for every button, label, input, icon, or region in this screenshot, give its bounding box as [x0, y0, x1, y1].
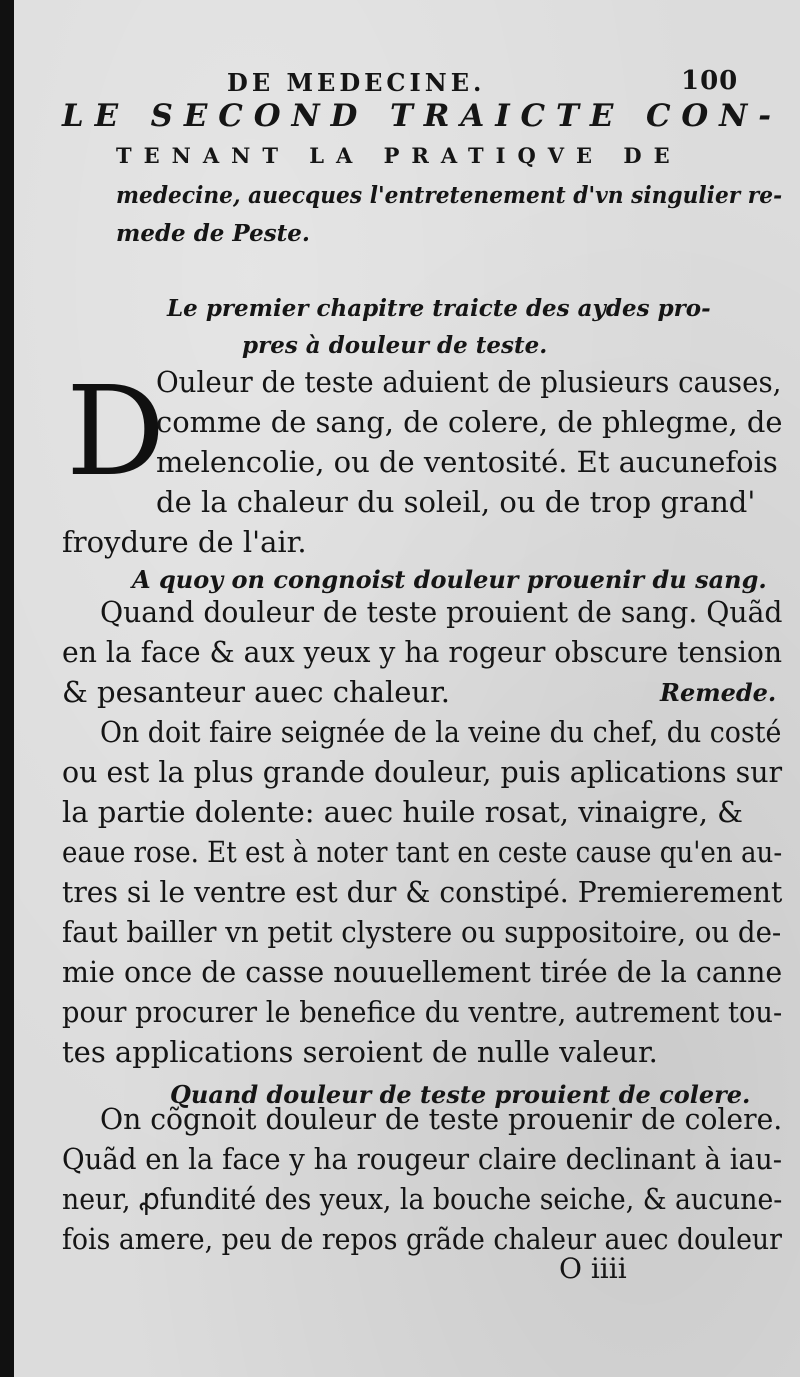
treatise-title-line-1: LE SECOND TRAICTE CON-: [62, 98, 783, 134]
subheading-colere: Quand douleur de teste prouient de colere.: [170, 1080, 751, 1109]
treatise-title-line-2: TENANT LA PRATIQVE DE: [116, 143, 682, 168]
paragraph-2-line-3: & pesanteur auec chaleur.: [62, 675, 450, 709]
folio-number: 100: [681, 66, 739, 96]
chapter-heading-line-2: pres à douleur de teste.: [242, 332, 548, 359]
remede-label: Remede.: [660, 678, 777, 707]
subheading-sang: A quoy on congnoist douleur prouenir du sang.: [132, 565, 767, 594]
paragraph-1-line-4: de la chaleur du soleil, ou de trop grand': [156, 485, 756, 519]
paragraph-3-line-2: ou est la plus grande douleur, puis aplications sur: [62, 755, 783, 789]
paragraph-3-line-3: la partie dolente: auec huile rosat, vinaigre, &: [62, 795, 743, 829]
paragraph-3-line-6: faut bailler vn petit clystere ou suppositoire, ou de-: [62, 915, 782, 949]
paragraph-3-line-9: tes applications seroient de nulle valeur.: [62, 1035, 658, 1069]
drop-cap: D: [66, 360, 166, 504]
paragraph-4-line-1: On cõgnoit douleur de teste prouenir de colere.: [100, 1102, 783, 1136]
paragraph-4-line-3: neur, ꝓfundité des yeux, la bouche seiche, & aucune-: [62, 1182, 783, 1216]
paragraph-1-line-3: melencolie, ou de ventosité. Et aucunefois: [156, 445, 778, 479]
book-page: [14, 0, 800, 1377]
paragraph-2-line-1: Quand douleur de teste prouient de sang. Quãd: [100, 595, 783, 629]
running-title: DE MEDECINE.: [227, 68, 486, 97]
chapter-heading-line-1: Le premier chapitre traicte des aydes pro-: [167, 295, 711, 322]
paragraph-1-line-1: Ouleur de teste aduient de plusieurs causes,: [156, 365, 782, 399]
paragraph-4-line-4: fois amere, peu de repos grãde chaleur auec douleur: [62, 1222, 782, 1256]
paragraph-3-line-1: On doit faire seignée de la veine du chef, du costé: [100, 715, 782, 749]
treatise-title-line-4: mede de Peste.: [116, 220, 310, 247]
paragraph-1-line-2: comme de sang, de colere, de phlegme, de: [156, 405, 783, 439]
paragraph-2-line-2: en la face & aux yeux y ha rogeur obscure tension: [62, 635, 783, 669]
paragraph-4-line-2: Quãd en la face y ha rougeur claire declinant à iau-: [62, 1142, 783, 1176]
paragraph-3-line-8: pour procurer le benefice du ventre, autrement tou-: [62, 995, 783, 1029]
treatise-title-line-3: medecine, auecques l'entretenement d'vn singulier re-: [116, 182, 783, 209]
paragraph-3-line-5: tres si le ventre est dur & constipé. Premierement: [62, 875, 783, 909]
paragraph-3-line-4: eaue rose. Et est à noter tant en ceste cause qu'en au-: [62, 835, 783, 869]
paragraph-3-line-7: mie once de casse nouuellement tirée de la canne: [62, 955, 783, 989]
signature-mark: O iiii: [559, 1252, 627, 1285]
paragraph-1-line-5: froydure de l'air.: [62, 525, 307, 559]
